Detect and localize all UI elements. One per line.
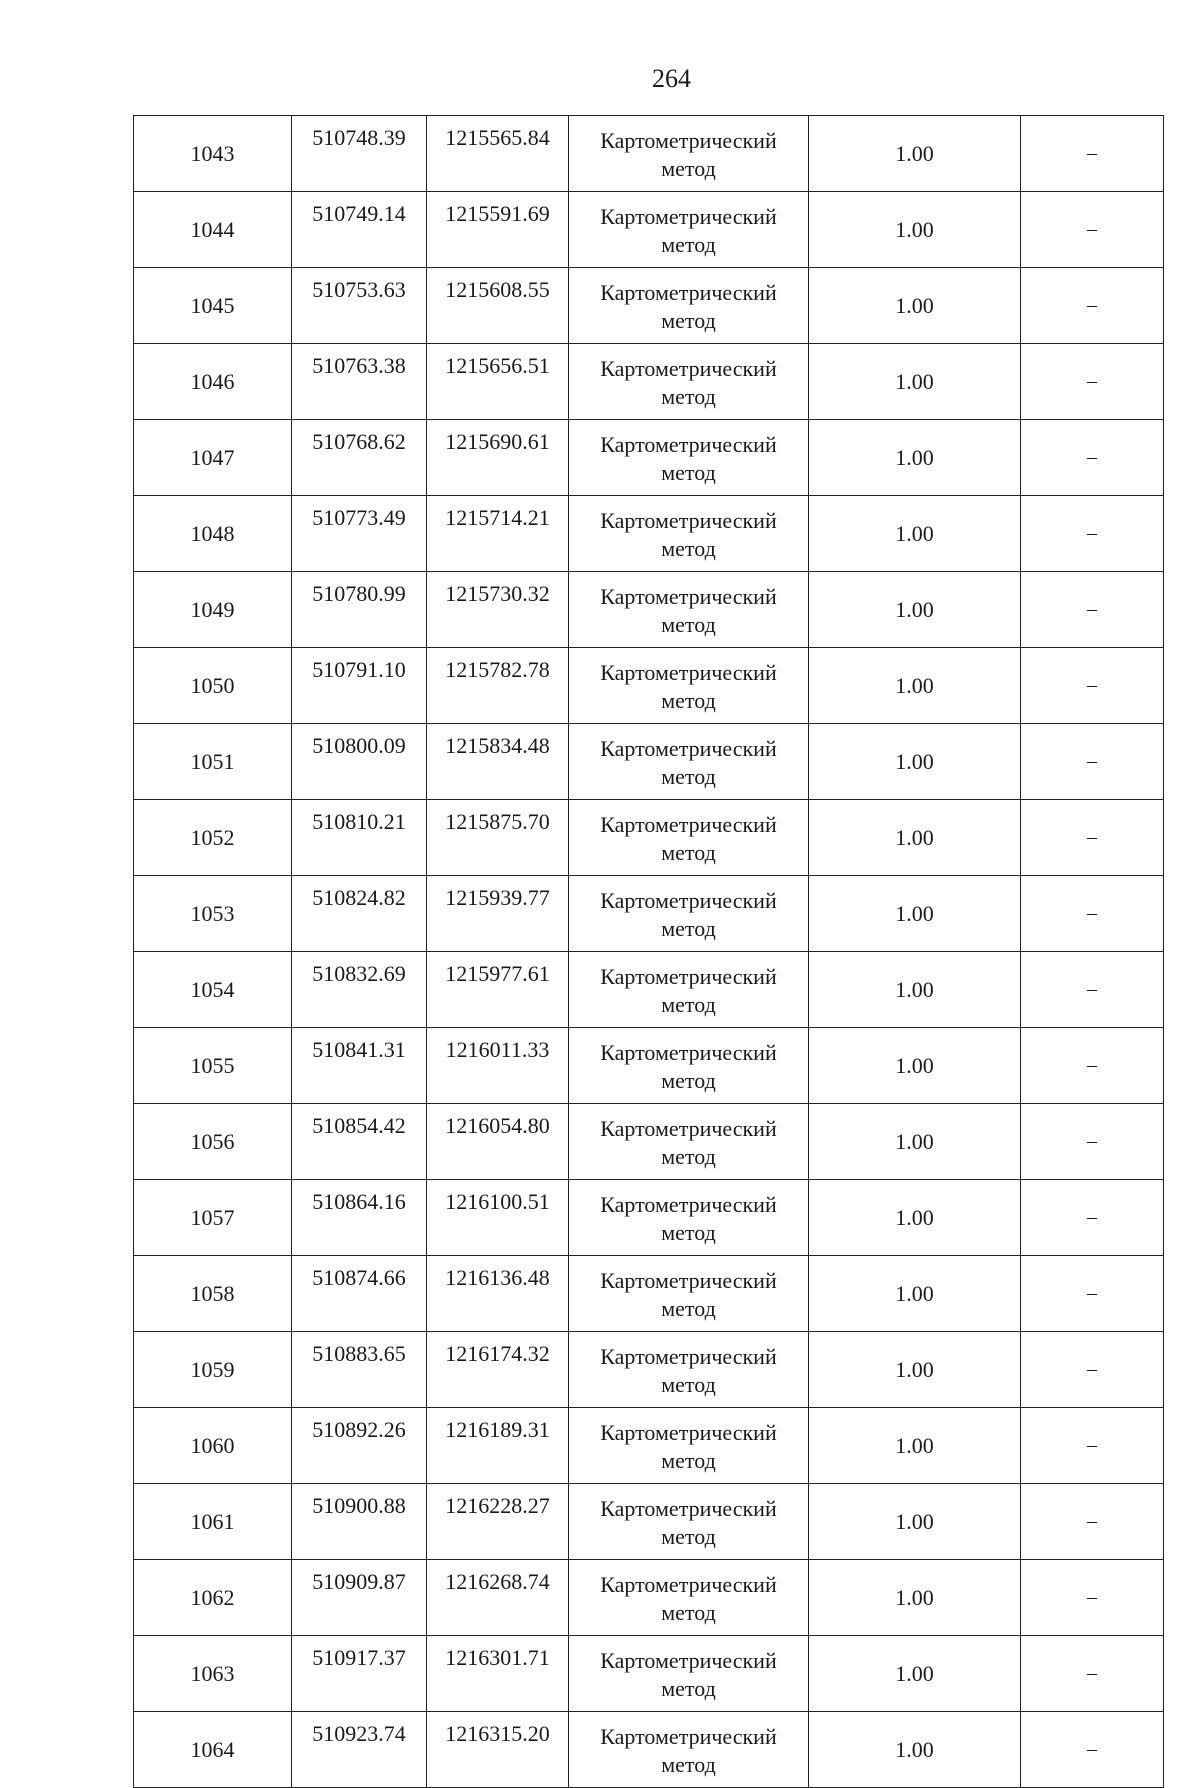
accuracy-cell: 1.00 bbox=[809, 1484, 1021, 1560]
method-cell bbox=[569, 800, 809, 876]
method-cell bbox=[569, 1256, 809, 1332]
accuracy-cell: 1.00 bbox=[809, 1256, 1021, 1332]
point-number-cell: 1059 bbox=[134, 1332, 292, 1408]
table-row bbox=[134, 268, 1164, 344]
accuracy-cell: 1.00 bbox=[809, 268, 1021, 344]
method-line-1: Картометрический bbox=[600, 659, 777, 685]
method-line-2: метод bbox=[661, 915, 716, 941]
accuracy-cell: 1.00 bbox=[809, 800, 1021, 876]
x-coordinate-cell: 510763.38 bbox=[292, 344, 427, 420]
table-row bbox=[134, 192, 1164, 268]
note-cell: – bbox=[1021, 116, 1164, 192]
method-cell bbox=[569, 1636, 809, 1712]
x-coordinate-cell: 510892.26 bbox=[292, 1408, 427, 1484]
x-coordinate-cell: 510773.49 bbox=[292, 496, 427, 572]
y-coordinate-cell: 1215875.70 bbox=[427, 800, 569, 876]
accuracy-cell: 1.00 bbox=[809, 724, 1021, 800]
y-coordinate-cell: 1215656.51 bbox=[427, 344, 569, 420]
method-line-1: Картометрический bbox=[600, 963, 777, 989]
method-line-1: Картометрический bbox=[600, 127, 777, 153]
x-coordinate-cell: 510923.74 bbox=[292, 1712, 427, 1788]
table-row bbox=[134, 1484, 1164, 1560]
table-row bbox=[134, 1332, 1164, 1408]
x-coordinate-cell: 510909.87 bbox=[292, 1560, 427, 1636]
method-line-2: метод bbox=[661, 1143, 716, 1169]
accuracy-cell: 1.00 bbox=[809, 496, 1021, 572]
y-coordinate-cell: 1215730.32 bbox=[427, 572, 569, 648]
method-line-2: метод bbox=[661, 687, 716, 713]
accuracy-cell: 1.00 bbox=[809, 344, 1021, 420]
table-row bbox=[134, 724, 1164, 800]
method-line-2: метод bbox=[661, 1599, 716, 1625]
note-cell: – bbox=[1021, 1104, 1164, 1180]
accuracy-cell: 1.00 bbox=[809, 1636, 1021, 1712]
method-line-1: Картометрический bbox=[600, 1039, 777, 1065]
note-cell: – bbox=[1021, 1256, 1164, 1332]
y-coordinate-cell: 1215591.69 bbox=[427, 192, 569, 268]
method-cell bbox=[569, 496, 809, 572]
method-line-2: метод bbox=[661, 155, 716, 181]
accuracy-cell: 1.00 bbox=[809, 1104, 1021, 1180]
y-coordinate-cell: 1216301.71 bbox=[427, 1636, 569, 1712]
table-row bbox=[134, 1408, 1164, 1484]
table-row bbox=[134, 876, 1164, 952]
method-line-2: метод bbox=[661, 991, 716, 1017]
accuracy-cell: 1.00 bbox=[809, 1560, 1021, 1636]
method-line-2: метод bbox=[661, 1447, 716, 1473]
table-row bbox=[134, 116, 1164, 192]
note-cell: – bbox=[1021, 800, 1164, 876]
note-cell: – bbox=[1021, 1712, 1164, 1788]
method-line-1: Картометрический bbox=[600, 203, 777, 229]
method-line-1: Картометрический bbox=[600, 735, 777, 761]
note-cell: – bbox=[1021, 420, 1164, 496]
accuracy-cell: 1.00 bbox=[809, 648, 1021, 724]
note-cell: – bbox=[1021, 1484, 1164, 1560]
note-cell: – bbox=[1021, 1028, 1164, 1104]
table-row bbox=[134, 1104, 1164, 1180]
y-coordinate-cell: 1216228.27 bbox=[427, 1484, 569, 1560]
y-coordinate-cell: 1215782.78 bbox=[427, 648, 569, 724]
y-coordinate-cell: 1216174.32 bbox=[427, 1332, 569, 1408]
method-line-1: Картометрический bbox=[600, 1495, 777, 1521]
table-row bbox=[134, 1256, 1164, 1332]
accuracy-cell: 1.00 bbox=[809, 1332, 1021, 1408]
point-number-cell: 1048 bbox=[134, 496, 292, 572]
x-coordinate-cell: 510800.09 bbox=[292, 724, 427, 800]
point-number-cell: 1058 bbox=[134, 1256, 292, 1332]
y-coordinate-cell: 1215939.77 bbox=[427, 876, 569, 952]
note-cell: – bbox=[1021, 1408, 1164, 1484]
coordinates-table bbox=[133, 115, 1164, 1788]
accuracy-cell: 1.00 bbox=[809, 1408, 1021, 1484]
accuracy-cell: 1.00 bbox=[809, 876, 1021, 952]
point-number-cell: 1054 bbox=[134, 952, 292, 1028]
x-coordinate-cell: 510917.37 bbox=[292, 1636, 427, 1712]
method-line-2: метод bbox=[661, 535, 716, 561]
method-line-2: метод bbox=[661, 839, 716, 865]
method-cell bbox=[569, 724, 809, 800]
method-line-1: Картометрический bbox=[600, 1267, 777, 1293]
table-row bbox=[134, 420, 1164, 496]
point-number-cell: 1063 bbox=[134, 1636, 292, 1712]
note-cell: – bbox=[1021, 268, 1164, 344]
table-body bbox=[134, 116, 1164, 1788]
table-row bbox=[134, 1180, 1164, 1256]
method-line-1: Картометрический bbox=[600, 1419, 777, 1445]
method-line-1: Картометрический bbox=[600, 1191, 777, 1217]
method-cell bbox=[569, 648, 809, 724]
table-row bbox=[134, 800, 1164, 876]
point-number-cell: 1055 bbox=[134, 1028, 292, 1104]
point-number-cell: 1053 bbox=[134, 876, 292, 952]
point-number-cell: 1057 bbox=[134, 1180, 292, 1256]
point-number-cell: 1045 bbox=[134, 268, 292, 344]
x-coordinate-cell: 510748.39 bbox=[292, 116, 427, 192]
method-cell bbox=[569, 1332, 809, 1408]
method-cell bbox=[569, 1104, 809, 1180]
method-cell bbox=[569, 1028, 809, 1104]
point-number-cell: 1051 bbox=[134, 724, 292, 800]
note-cell: – bbox=[1021, 724, 1164, 800]
method-line-1: Картометрический bbox=[600, 1343, 777, 1369]
method-cell bbox=[569, 1560, 809, 1636]
x-coordinate-cell: 510864.16 bbox=[292, 1180, 427, 1256]
table-row bbox=[134, 572, 1164, 648]
table-row bbox=[134, 648, 1164, 724]
y-coordinate-cell: 1216136.48 bbox=[427, 1256, 569, 1332]
method-line-1: Картометрический bbox=[600, 431, 777, 457]
x-coordinate-cell: 510883.65 bbox=[292, 1332, 427, 1408]
y-coordinate-cell: 1215608.55 bbox=[427, 268, 569, 344]
method-cell bbox=[569, 420, 809, 496]
table-row bbox=[134, 1636, 1164, 1712]
x-coordinate-cell: 510768.62 bbox=[292, 420, 427, 496]
method-line-2: метод bbox=[661, 763, 716, 789]
x-coordinate-cell: 510780.99 bbox=[292, 572, 427, 648]
y-coordinate-cell: 1215714.21 bbox=[427, 496, 569, 572]
y-coordinate-cell: 1216315.20 bbox=[427, 1712, 569, 1788]
note-cell: – bbox=[1021, 648, 1164, 724]
y-coordinate-cell: 1216100.51 bbox=[427, 1180, 569, 1256]
method-cell bbox=[569, 876, 809, 952]
accuracy-cell: 1.00 bbox=[809, 572, 1021, 648]
method-line-2: метод bbox=[661, 1751, 716, 1777]
point-number-cell: 1061 bbox=[134, 1484, 292, 1560]
table-row bbox=[134, 1028, 1164, 1104]
page-number: 264 bbox=[652, 64, 691, 93]
note-cell: – bbox=[1021, 572, 1164, 648]
point-number-cell: 1049 bbox=[134, 572, 292, 648]
method-cell bbox=[569, 952, 809, 1028]
x-coordinate-cell: 510749.14 bbox=[292, 192, 427, 268]
note-cell: – bbox=[1021, 1332, 1164, 1408]
x-coordinate-cell: 510854.42 bbox=[292, 1104, 427, 1180]
accuracy-cell: 1.00 bbox=[809, 192, 1021, 268]
point-number-cell: 1064 bbox=[134, 1712, 292, 1788]
point-number-cell: 1043 bbox=[134, 116, 292, 192]
table-row bbox=[134, 344, 1164, 420]
accuracy-cell: 1.00 bbox=[809, 116, 1021, 192]
method-line-2: метод bbox=[661, 1675, 716, 1701]
table-row bbox=[134, 1712, 1164, 1788]
method-line-1: Картометрический bbox=[600, 355, 777, 381]
method-line-1: Картометрический bbox=[600, 887, 777, 913]
method-cell bbox=[569, 268, 809, 344]
method-cell bbox=[569, 344, 809, 420]
point-number-cell: 1062 bbox=[134, 1560, 292, 1636]
method-cell bbox=[569, 1408, 809, 1484]
point-number-cell: 1056 bbox=[134, 1104, 292, 1180]
method-line-1: Картометрический bbox=[600, 1647, 777, 1673]
x-coordinate-cell: 510753.63 bbox=[292, 268, 427, 344]
method-cell bbox=[569, 1180, 809, 1256]
method-line-2: метод bbox=[661, 231, 716, 257]
note-cell: – bbox=[1021, 1180, 1164, 1256]
method-line-1: Картометрический bbox=[600, 583, 777, 609]
method-cell bbox=[569, 116, 809, 192]
method-line-1: Картометрический bbox=[600, 279, 777, 305]
note-cell: – bbox=[1021, 496, 1164, 572]
table-row bbox=[134, 1560, 1164, 1636]
point-number-cell: 1047 bbox=[134, 420, 292, 496]
method-line-2: метод bbox=[661, 1067, 716, 1093]
y-coordinate-cell: 1216011.33 bbox=[427, 1028, 569, 1104]
point-number-cell: 1044 bbox=[134, 192, 292, 268]
method-line-1: Картометрический bbox=[600, 811, 777, 837]
note-cell: – bbox=[1021, 876, 1164, 952]
table-row bbox=[134, 952, 1164, 1028]
y-coordinate-cell: 1215690.61 bbox=[427, 420, 569, 496]
method-line-2: метод bbox=[661, 383, 716, 409]
method-line-2: метод bbox=[661, 1523, 716, 1549]
note-cell: – bbox=[1021, 344, 1164, 420]
method-cell bbox=[569, 192, 809, 268]
y-coordinate-cell: 1215977.61 bbox=[427, 952, 569, 1028]
point-number-cell: 1052 bbox=[134, 800, 292, 876]
point-number-cell: 1060 bbox=[134, 1408, 292, 1484]
accuracy-cell: 1.00 bbox=[809, 1712, 1021, 1788]
y-coordinate-cell: 1215565.84 bbox=[427, 116, 569, 192]
accuracy-cell: 1.00 bbox=[809, 1180, 1021, 1256]
method-line-1: Картометрический bbox=[600, 507, 777, 533]
note-cell: – bbox=[1021, 1560, 1164, 1636]
method-cell bbox=[569, 1484, 809, 1560]
method-line-2: метод bbox=[661, 459, 716, 485]
method-line-1: Картометрический bbox=[600, 1723, 777, 1749]
method-cell bbox=[569, 572, 809, 648]
x-coordinate-cell: 510824.82 bbox=[292, 876, 427, 952]
x-coordinate-cell: 510832.69 bbox=[292, 952, 427, 1028]
note-cell: – bbox=[1021, 1636, 1164, 1712]
y-coordinate-cell: 1216054.80 bbox=[427, 1104, 569, 1180]
method-line-2: метод bbox=[661, 307, 716, 333]
y-coordinate-cell: 1215834.48 bbox=[427, 724, 569, 800]
note-cell: – bbox=[1021, 192, 1164, 268]
method-line-1: Картометрический bbox=[600, 1115, 777, 1141]
method-line-2: метод bbox=[661, 1219, 716, 1245]
x-coordinate-cell: 510810.21 bbox=[292, 800, 427, 876]
method-line-2: метод bbox=[661, 611, 716, 637]
x-coordinate-cell: 510874.66 bbox=[292, 1256, 427, 1332]
note-cell: – bbox=[1021, 952, 1164, 1028]
x-coordinate-cell: 510900.88 bbox=[292, 1484, 427, 1560]
accuracy-cell: 1.00 bbox=[809, 1028, 1021, 1104]
method-line-2: метод bbox=[661, 1371, 716, 1397]
accuracy-cell: 1.00 bbox=[809, 952, 1021, 1028]
x-coordinate-cell: 510791.10 bbox=[292, 648, 427, 724]
point-number-cell: 1050 bbox=[134, 648, 292, 724]
method-line-2: метод bbox=[661, 1295, 716, 1321]
y-coordinate-cell: 1216189.31 bbox=[427, 1408, 569, 1484]
x-coordinate-cell: 510841.31 bbox=[292, 1028, 427, 1104]
y-coordinate-cell: 1216268.74 bbox=[427, 1560, 569, 1636]
accuracy-cell: 1.00 bbox=[809, 420, 1021, 496]
point-number-cell: 1046 bbox=[134, 344, 292, 420]
method-cell bbox=[569, 1712, 809, 1788]
method-line-1: Картометрический bbox=[600, 1571, 777, 1597]
table-row bbox=[134, 496, 1164, 572]
